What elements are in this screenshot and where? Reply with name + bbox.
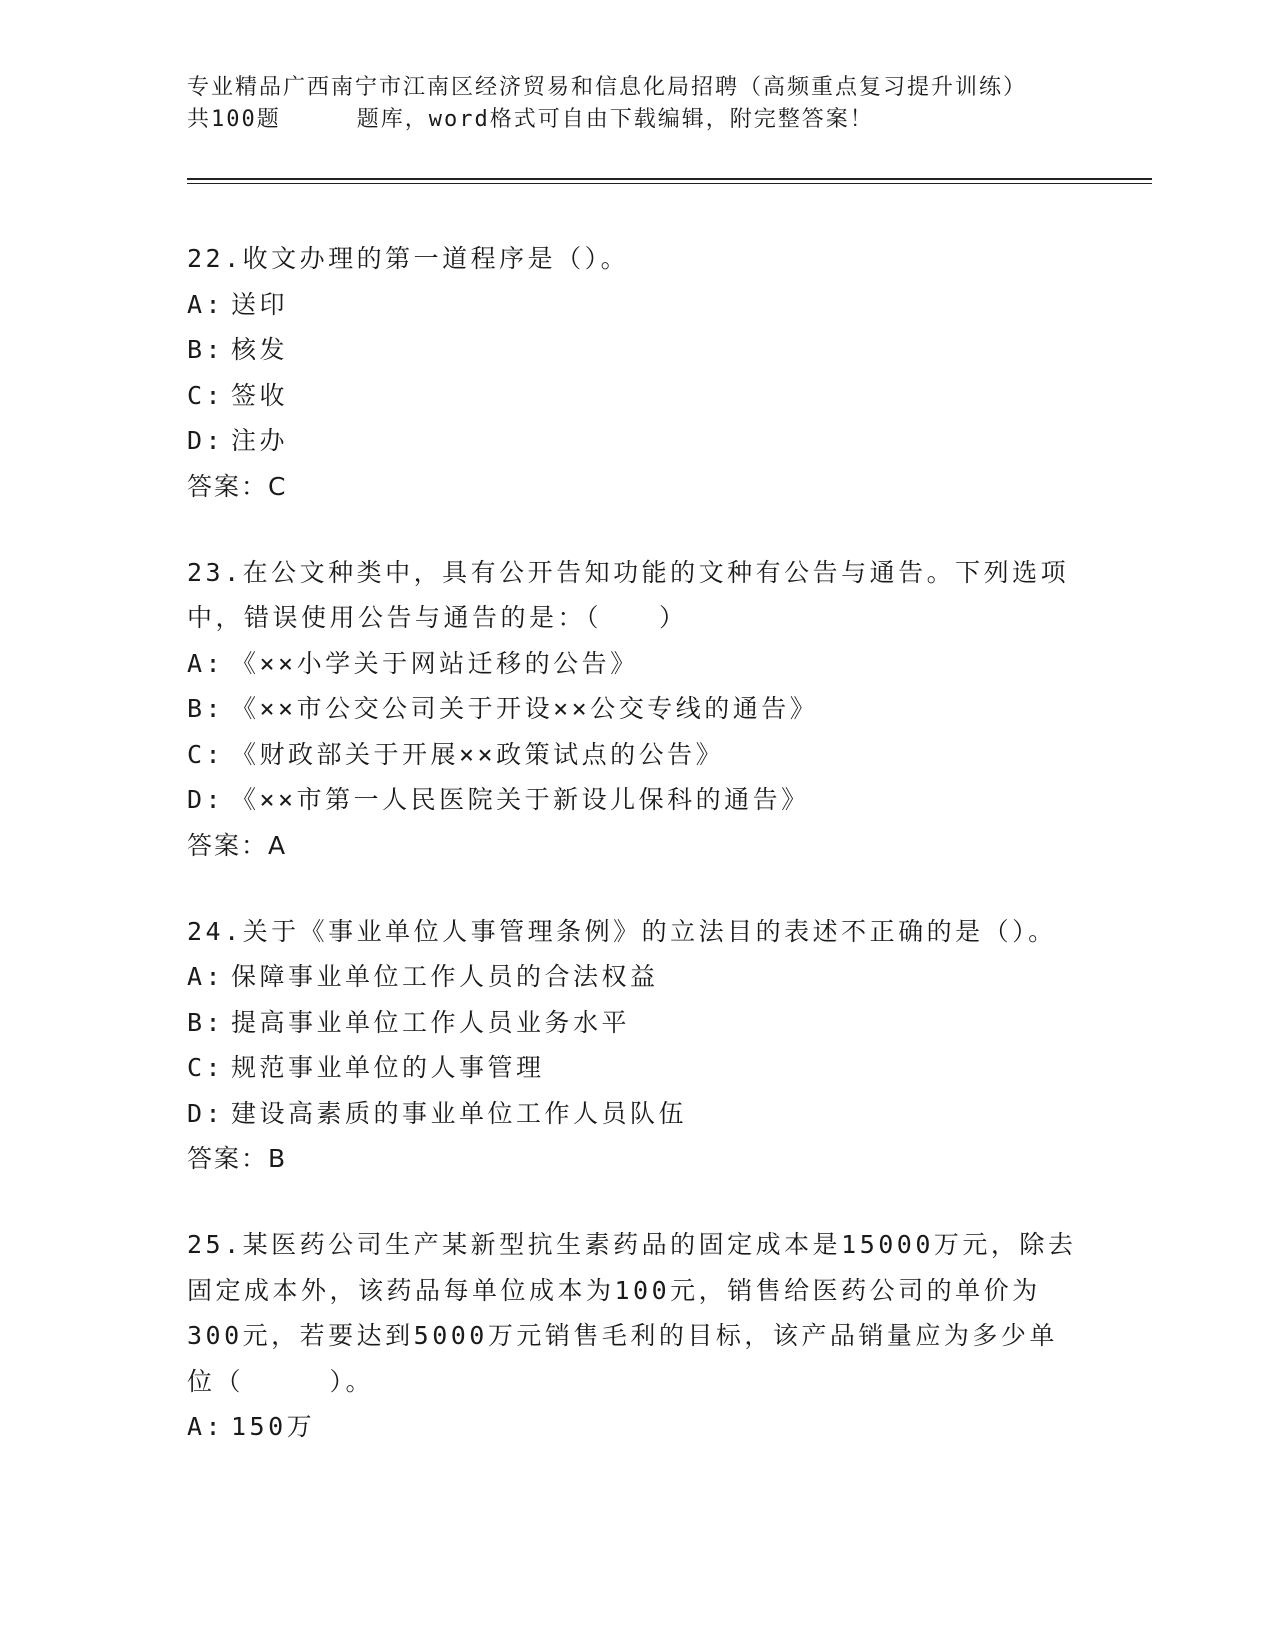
header-subtitle-line (187, 104, 1087, 136)
option-item (187, 1045, 1087, 1091)
option-letter: A: (187, 962, 225, 991)
question-text-line: 22.收文办理的第一道程序是（）。 (187, 244, 630, 273)
option-letter: D: (187, 785, 225, 814)
option-letter: C: (187, 380, 225, 410)
option-text: 保障事业单位工作人员的合法权益 (231, 962, 659, 991)
question-block (187, 236, 1087, 509)
option-item (187, 373, 1087, 419)
question-text-line: 固定成本外，该药品每单位成本为100元，销售给医药公司的单价为 (187, 1275, 1041, 1305)
option-letter: C: (187, 1053, 225, 1082)
option-letter: C: (187, 739, 225, 769)
option-text: 注办 (231, 426, 289, 455)
option-item (187, 641, 1087, 687)
question-block (187, 909, 1087, 1182)
option-text: 《××小学关于网站迁移的公告》 (231, 648, 639, 678)
option-item (187, 418, 1087, 464)
header-divider-thick (187, 178, 1152, 180)
option-text: 150万 (231, 1412, 316, 1441)
option-item (187, 282, 1087, 328)
option-item (187, 777, 1087, 823)
question-list (187, 236, 1087, 1491)
document-header (187, 72, 1087, 136)
header-divider-thin (187, 183, 1152, 184)
option-text: 《××市公交公司关于开设××公交专线的通告》 (231, 694, 819, 723)
question-text-line: 300元，若要达到5000万元销售毛利的目标，该产品销量应为多少单 (187, 1321, 1058, 1350)
option-item (187, 1000, 1087, 1046)
option-item (187, 327, 1087, 373)
question-text-line: 23.在公文种类中，具有公开告知功能的文种有公告与通告。下列选项 (187, 557, 1070, 587)
header-count: 共100题 (187, 107, 281, 132)
option-text: 规范事业单位的人事管理 (231, 1053, 545, 1082)
option-item (187, 732, 1087, 778)
option-text: 建设高素质的事业单位工作人员队伍 (231, 1098, 688, 1128)
answer-line: 答案：A (187, 830, 288, 860)
header-description: 题库，word格式可自由下载编辑，附完整答案！ (356, 107, 874, 132)
option-text: 签收 (231, 380, 289, 410)
question-block (187, 550, 1087, 868)
option-letter: B: (187, 335, 225, 364)
option-text: 送印 (231, 289, 289, 319)
option-letter: B: (187, 694, 225, 723)
option-text: 提高事业单位工作人员业务水平 (231, 1007, 631, 1037)
header-title-line: 专业精品广西南宁市江南区经济贸易和信息化局招聘（高频重点复习提升训练） (187, 75, 1028, 100)
option-letter: A: (187, 1412, 225, 1441)
question-text-line: 24.关于《事业单位人事管理条例》的立法目的表述不正确的是（）。 (187, 916, 1057, 946)
answer-line: 答案：B (187, 1144, 288, 1173)
question-text-line: 25.某医药公司生产某新型抗生素药品的固定成本是15000万元，除去 (187, 1230, 1077, 1259)
question-block (187, 1222, 1087, 1450)
option-item (187, 686, 1087, 732)
option-letter: D: (187, 1098, 225, 1128)
option-item (187, 1091, 1087, 1137)
option-text: 《财政部关于开展××政策试点的公告》 (231, 739, 725, 769)
question-text-line: 位（ ）。 (187, 1366, 375, 1396)
option-text: 《××市第一人民医院关于新设儿保科的通告》 (231, 785, 810, 814)
answer-line: 答案：C (187, 471, 288, 501)
option-text: 核发 (231, 335, 289, 364)
option-letter: B: (187, 1007, 225, 1037)
question-text-line: 中，错误使用公告与通告的是：（ ） (187, 603, 688, 632)
option-letter: A: (187, 648, 225, 678)
option-item (187, 954, 1087, 1000)
option-letter: A: (187, 289, 225, 319)
option-letter: D: (187, 426, 225, 455)
option-item (187, 1404, 1087, 1450)
